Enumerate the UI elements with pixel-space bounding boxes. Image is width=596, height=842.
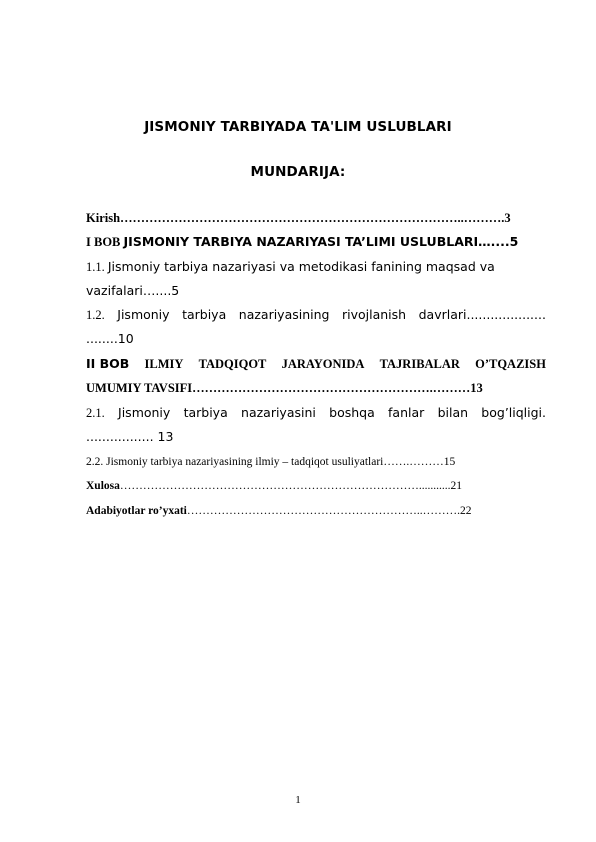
adabiyotlar-dots: ……………………………………………………..……….22	[186, 505, 472, 517]
section-2-1-word: bilan	[437, 405, 469, 420]
document-title: JISMONIY TARBIYADA TA'LIM USLUBLARI	[144, 119, 452, 135]
chapter-1-title: JISMONIY TARBIYA NAZARIYASI TA’LIMI USLUBLARI…....5	[123, 234, 519, 249]
section-1-2-word: tarbiya	[182, 307, 227, 322]
toc-entry-1-2-cont: ........10	[86, 331, 134, 346]
chapter-1-prefix: I BOB	[86, 235, 124, 249]
chapter-2-word: TADQIQOT	[198, 357, 267, 371]
toc-entry-1-2	[86, 307, 546, 323]
xulosa-dots: ……………………………………………………………………...........21	[119, 480, 462, 492]
chapter-2-word: O’TQAZISH	[475, 357, 546, 371]
section-2-1-word: boshqa	[329, 405, 375, 420]
xulosa-label: Xulosa	[86, 480, 120, 492]
toc-entry-adabiyotlar	[86, 503, 546, 519]
section-2-1-word: nazariyasini	[241, 405, 316, 420]
section-1-1-number: 1.1.	[86, 260, 108, 274]
adabiyotlar-label: Adabiyotlar ro’yxati	[86, 505, 187, 517]
toc-entry-chapter-1	[86, 234, 546, 250]
toc-entry-kirish: Kirish………………………………………………………………………..……….3	[86, 211, 511, 225]
toc-entry-2-2: 2.2. Jismoniy tarbiya nazariyasining ilmiy – tadqiqot usuliyatlari…….………15	[86, 456, 456, 468]
chapter-2-word: JARAYONIDA	[281, 357, 365, 371]
section-1-2-word: davrlari....................	[418, 307, 546, 322]
chapter-2-word: TAJRIBALAR	[379, 357, 460, 371]
section-2-1-word: 2.1.	[86, 406, 105, 420]
section-2-1-word: tarbiya	[183, 405, 228, 420]
toc-entry-2-1-cont: ................. 13	[86, 429, 174, 444]
page-number: 1	[295, 794, 301, 806]
toc-entry-1-1-cont: vazifalari…....5	[86, 283, 180, 298]
toc-entry-1-1	[86, 259, 546, 275]
section-1-1-title: Jismoniy tarbiya nazariyasi va metodikasi fanining maqsad va	[107, 259, 495, 274]
toc-entry-xulosa	[86, 478, 546, 494]
section-2-1-word: fanlar	[388, 405, 425, 420]
section-1-2-word: 1.2.	[86, 308, 105, 322]
toc-entry-chapter-2	[86, 356, 546, 372]
section-1-2-word: rivojlanish	[342, 307, 407, 322]
section-2-1-word: bog’liqligi.	[481, 405, 546, 420]
chapter-2-word: ILMIY	[144, 357, 184, 371]
section-1-2-word: nazariyasining	[238, 307, 330, 322]
toc-entry-2-1	[86, 405, 546, 421]
contents-heading: MUNDARIJA:	[250, 164, 346, 180]
toc-entry-chapter-2-cont: UMUMIY TAVSIFI………………………………………………….………13	[86, 381, 483, 395]
chapter-2-word: II BOB	[86, 356, 130, 371]
section-2-1-word: Jismoniy	[118, 405, 171, 420]
section-1-2-word: Jismoniy	[117, 307, 170, 322]
